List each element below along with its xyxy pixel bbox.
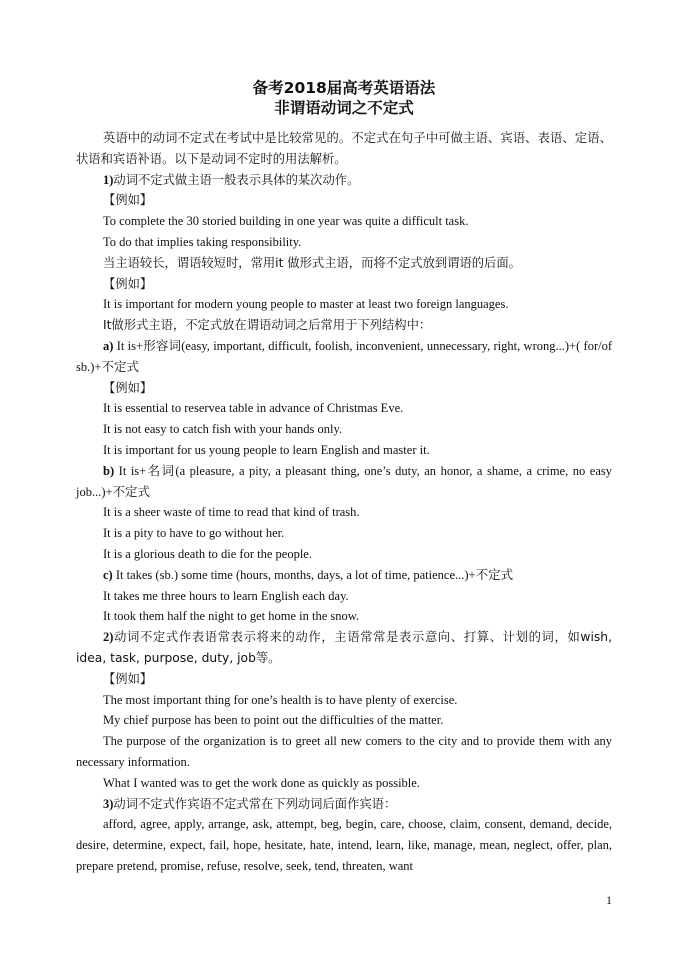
example-sentence: What I wanted was to get the work done as quickly as possible.: [103, 775, 420, 790]
example-sentence: It is not easy to catch fish with your hands only.: [103, 422, 343, 437]
section-number: 3): [103, 796, 114, 811]
example-sentence: It takes me three hours to learn English each day.: [103, 588, 349, 603]
section-1-heading: [76, 170, 612, 191]
example-label: 【例如】: [103, 276, 153, 291]
intro-paragraph: 英语中的动词不定式在考试中是比较常见的。不定式在句子中可做主语、宾语、表语、定语、状语和宾语补语。以下是动词不定时的用法解析。: [76, 131, 612, 166]
subsection-text: It is+名词(a pleasure, a pity, a pleasant thing, one’s duty, an honor, a shame, a crime, no easy job...)+不定式: [76, 463, 612, 499]
document-body: [76, 128, 612, 877]
subsection-b: [76, 461, 612, 503]
example-sentence: It is important for us young people to learn English and master it.: [103, 442, 430, 457]
subsection-text: It is+形容词(easy, important, difficult, foolish, inconvenient, unnecessary, right, wrong...)+( for/of sb.)+不定式: [76, 338, 612, 374]
example-sentence: It is essential to reservea table in advance of Christmas Eve.: [103, 401, 404, 416]
page-number: 1: [606, 893, 612, 907]
example-sentence: To do that implies taking responsibility.: [103, 234, 302, 249]
example-label: 【例如】: [103, 193, 153, 208]
example-sentence: My chief purpose has been to point out the difficulties of the matter.: [103, 713, 444, 728]
subsection-number: b): [103, 463, 115, 478]
example-sentence: It is a pity to have to go without her.: [103, 526, 285, 541]
example-label: 【例如】: [103, 380, 153, 395]
note-text: 当主语较长，谓语较短时，常用it 做形式主语，而将不定式放到谓语的后面。: [103, 255, 521, 270]
section-number: 1): [103, 172, 114, 187]
section-3-heading: [76, 794, 612, 815]
section-text: 动词不定式做主语一般表示具体的某次动作。: [113, 172, 360, 187]
example-sentence: It is important for modern young people to master at least two foreign languages.: [103, 297, 509, 312]
subsection-c: [76, 565, 612, 586]
section-text: 动词不定式作宾语不定式常在下列动词后面作宾语：: [113, 796, 397, 811]
subsection-number: c): [103, 567, 113, 582]
section-text: 动词不定式作表语常表示将来的动作，主语常常是表示意向、打算、计划的词，如wish, idea, task, purpose, duty, job等。: [76, 630, 612, 665]
section-2-heading: [76, 627, 612, 669]
example-label: 【例如】: [103, 671, 153, 686]
section-number: 2): [103, 630, 114, 645]
verb-list: afford, agree, apply, arrange, ask, attempt, beg, begin, care, choose, claim, consent, demand, decide, desire, determine, expect, fail, hope, hesitate, hate, intend, learn, like, manage, mean, neglect, offer, plan, prepare pretend, promise, refuse, resolve, seek, tend, threaten, want: [76, 817, 612, 873]
subsection-number: a): [103, 338, 114, 353]
example-sentence: To complete the 30 storied building in one year was quite a difficult task.: [103, 214, 469, 229]
note-text: It做形式主语，不定式放在谓语动词之后常用于下列结构中：: [103, 318, 432, 333]
document-subtitle: 非谓语动词之不定式: [274, 99, 414, 117]
document-title: 备考2018届高考英语语法: [252, 79, 436, 97]
example-sentence: The most important thing for one’s health is to have plenty of exercise.: [103, 692, 458, 707]
example-sentence: The purpose of the organization is to greet all new comers to the city and to provide them with any necessary information.: [76, 734, 612, 769]
example-sentence: It is a sheer waste of time to read that kind of trash.: [103, 505, 360, 520]
example-sentence: It is a glorious death to die for the people.: [103, 546, 312, 561]
example-sentence: It took them half the night to get home in the snow.: [103, 609, 360, 624]
subsection-text: It takes (sb.) some time (hours, months, days, a lot of time, patience...)+不定式: [115, 567, 514, 582]
subsection-a: [76, 336, 612, 378]
